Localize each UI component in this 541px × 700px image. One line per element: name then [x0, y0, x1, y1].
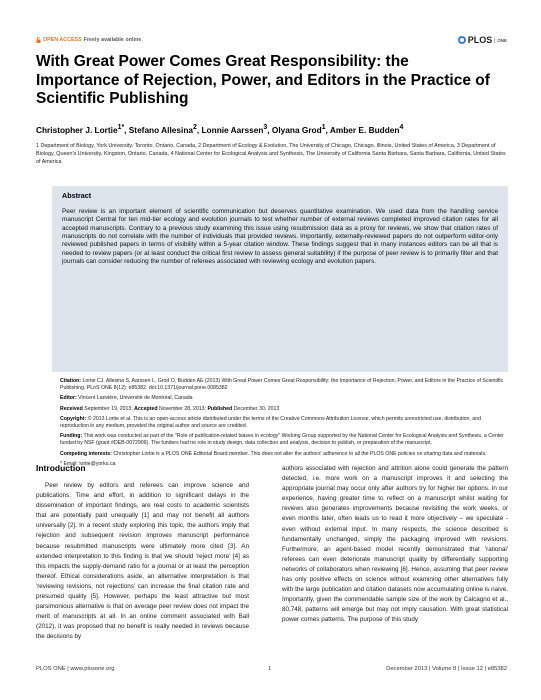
plos-logo-mark-icon	[458, 36, 466, 44]
author-aarssen: Lonnie Aarssen$^3$	[201, 124, 268, 135]
freely-available-label: Freely available online	[83, 37, 142, 43]
open-access-banner	[36, 37, 141, 43]
author-allesina: Stefano Allesina$^2$	[128, 124, 197, 135]
contact-email[interactable]: * Email: lortie@yorku.ca	[60, 460, 116, 467]
plos-wordmark: PLOS	[467, 35, 493, 45]
page-footer	[36, 666, 507, 676]
article-metadata	[60, 378, 508, 471]
editor-line: Editor: Vincent Larivière, Université de Montréal, Canada	[60, 395, 193, 402]
journal-header	[36, 36, 507, 48]
body-column-right	[282, 464, 508, 626]
open-lock-icon	[36, 37, 41, 43]
competing-interests-line: Competing interests: Christopher Lortie is a PLOS ONE Editorial Board member. This does not alter the authors' adherence to all the PLOS ONE policies on sharing data and materials.	[60, 450, 487, 457]
abstract-heading: Abstract	[62, 191, 92, 200]
body-column-left	[36, 481, 249, 643]
plos-one-logo[interactable]	[458, 35, 507, 45]
author-grod: Olyana Grod$^1$	[271, 124, 326, 135]
author-lortie: Christopher J. Lortie$^{1*}$	[36, 124, 125, 135]
intro-paragraph-continued: authors associated with rejection and attrition alone could generate the pattern detected, i.e. more work on a manuscript improves it and selecting the appropriate journal may occur only after authors try for higher tier options. In our experience, having greater time to reflect on a manuscript whilst waiting for reviews also generates improvements because revisiting the work weeks, or even months later, often leads us to read it more objectively – we speculate - even without external input. In many respects, the science described is fundamentally unchanged, simply the packaging improved with revisions. Furthermore, an agent-based model recently demonstrated that 'rational' referees can even deteriorate manuscript quality by differentially supporting networks of collaborators when reviewing [6]. Hence, assuming that peer review has only positive effects on science without examining other alternatives fully with the large publication and citation datasets now accumulating online is naive. Importantly, given the commendable sample size of the work by Calcagno et al., 80,748, patterns will emerge but may not imply causation. With great statistical power comes patterns. The purpose of this study	[282, 465, 508, 624]
affiliations: 1 Department of Biology, York University, Toronto, Ontario, Canada, 2 Department of Ecology & Evolution, The University of Chicago, Chicago, Illinois, United States of America, 3 Department of Biology, Queen's University, Kingston, Ontario, Canada, 4 National Center for Ecological Analysis and Synthesis, The University of California Santa Barbara, Santa Barbara, California, United States of America	[36, 143, 506, 165]
open-access-label: OPEN ACCESS	[43, 37, 82, 43]
abstract-box	[52, 186, 508, 372]
funding-line: Funding: This work was conducted as part of the "Role of publication-related biases in ecology" Working Group supported by the National Center for Ecological Analysis and Synthesis, a Center funded by NSF (grant #DEB-0072909). The funders had no role in study design, data collection and analysis, decision to publish, or preparation of the manuscript.	[60, 433, 504, 447]
citation-line: Citation: Lortie CJ, Allesina S, Aarssen L, Grod O, Budden AE (2013) With Great Power Comes Great Responsibility: the Importance of Rejection, Power, and Editors in the Practice of Scientific Publishing. PLoS ONE 8(12): e85382. doi:10.1371/journal.pone.0085382	[60, 378, 504, 392]
journal-tag: ONE	[494, 38, 507, 43]
footer-journal[interactable]: PLOS ONE | www.plosone.org	[36, 666, 115, 672]
footer-issue: December 2013 | Volume 8 | Issue 12 | e85382	[386, 666, 507, 672]
introduction-heading: Introduction	[36, 463, 86, 473]
intro-paragraph: Peer review by editors and referees can improve science and publications. Time and effort, in addition to significant delays in the dissemination of important findings, are real costs to academic scientists that are potentially paid unequally [1] and may not benefit all authors universally [2]. In a recent study exploring this topic, the authors imply that rejection and subsequent revision improves manuscript performance because resubmitted manuscripts were ultimately more cited [3]. An extended interpretation to this finding is that we should 'reject more' [4] as this impacts the supply-demand ratio for a journal or at least the perception thereof. Ethical considerations aside, an alternative interpretation is that 'reviewing revisions, not rejections' can increase the final citation rate and presumed quality [5]. However, perhaps the least attractive but most parsimonious alternative is that on average peer review does not impact the merit of manuscripts at all. In an online comment associated with Ball (2012), it was proposed that no benefit is really needed in reviews because the decisions by	[36, 482, 249, 641]
dates-line: Received September 19, 2013; Accepted November 28, 2013; Published December 30, 2013	[60, 405, 280, 412]
author-list: Christopher J. Lortie$^{1*}$, Stefano Allesina$^2$, Lonnie Aarssen$^3$, Olyana Grod$^1$, Amber E. Budden$^4$	[36, 124, 404, 135]
footer-page-number: 1	[268, 666, 272, 672]
author-budden: Amber E. Budden$^4$	[329, 124, 404, 135]
abstract-text: Peer review is an important element of scientific communication but deserves quantitative examination. We used data from the handling service manuscript Central for ten mid-tier ecology and evolution journals to test whether number of external reviews completed improved citation rates for all accepted manuscripts. Contrary to a previous study examining this issue using resubmission data as a proxy for reviews, we show that citation rates of manuscripts do not correlate with the number of individuals that provided reviews. Importantly, externally-reviewed papers do not outperform editor-only reviewed published papers in terms of visibility within a 5-year citation window. These findings suggest that in many instances editors can be all that is needed to review papers (or at least conduct the critical first review to assess general suitability) if the purpose of peer review is to primarily filter and that journals can consider reducing the number of referees associated with reviewing ecology and evolution papers.	[62, 208, 498, 266]
copyright-line: Copyright: © 2013 Lortie et al. This is an open-access article distributed under the terms of the Creative Commons Attribution License, which permits unrestricted use, distribution, and reproduction in any medium, provided the original author and source are credited.	[60, 415, 481, 430]
article-title: With Great Power Comes Great Responsibility: the Importance of Rejection, Power, and Editors in the Practice of Scientific Publishing	[36, 53, 490, 107]
